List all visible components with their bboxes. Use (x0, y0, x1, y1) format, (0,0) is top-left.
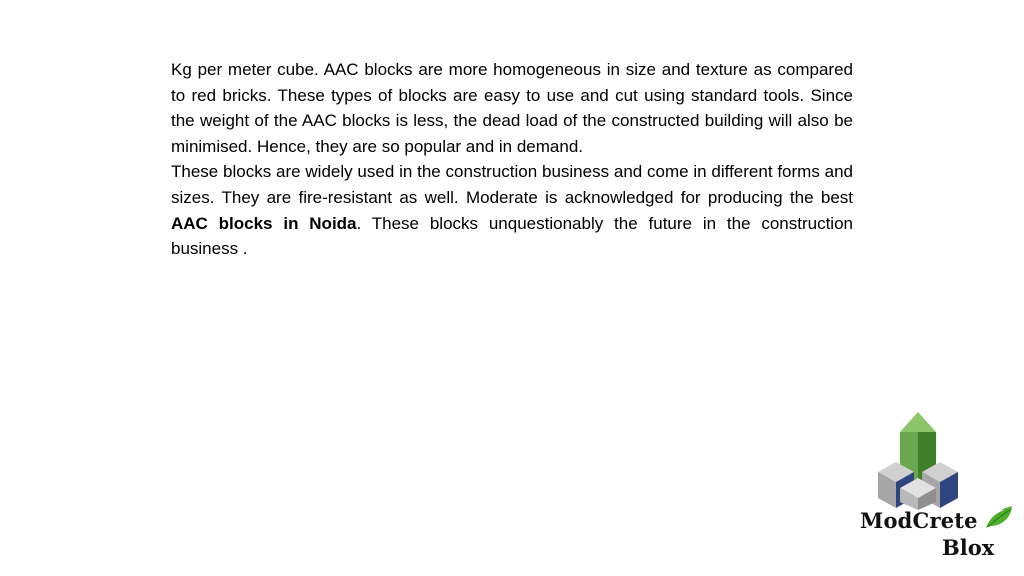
paragraph-2 (171, 159, 853, 261)
slide-body (171, 57, 853, 262)
brand-name-line-2: Blox (942, 535, 995, 560)
building-blocks-icon (856, 410, 1016, 510)
modcrete-blox-logo (856, 410, 1016, 570)
brand-name-line-1: ModCrete (860, 508, 978, 533)
paragraph-2-text-start: These blocks are widely used in the construction business and come in different forms and sizes. They are fire-resistant as well. Moderate is acknowledged for producing the best (171, 162, 853, 207)
aac-blocks-noida-keyword: AAC blocks in Noida (171, 213, 357, 233)
paragraph-2-text-end: . These blocks unquestionably the future in the construction business . (171, 213, 853, 259)
tower-roof (900, 412, 936, 432)
leaf-accent-icon (984, 506, 1014, 530)
paragraph-1: Kg per meter cube. AAC blocks are more homogeneous in size and texture as compared to red bricks. These types of blocks are easy to use and cut using standard tools. Since the weight of the AAC blocks is less, the dead load of the constructed building will also be minimised. Hence, they are so popular and in demand. (171, 60, 853, 156)
